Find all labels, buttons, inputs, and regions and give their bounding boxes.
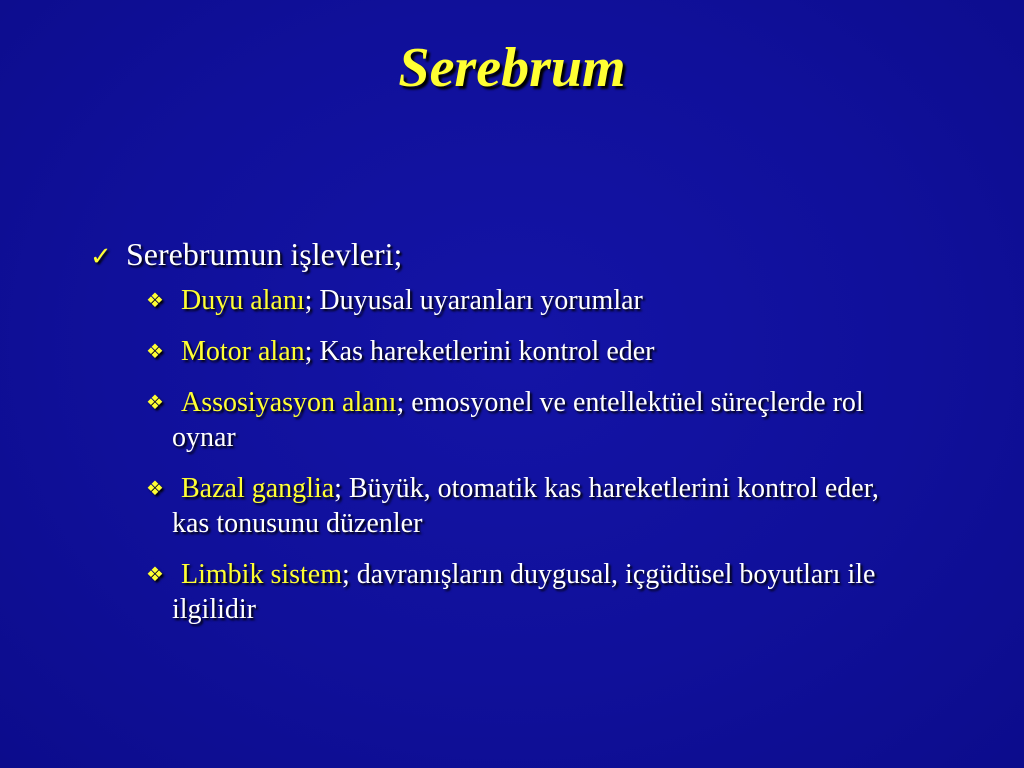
bullet-term: Motor alan bbox=[181, 336, 305, 367]
slide-title: Serebrum bbox=[398, 37, 626, 99]
sub-bullet-list bbox=[90, 283, 890, 627]
bullet-desc: ; davranışların duygusal, içgüdüsel boyutları ile ilgilidir bbox=[172, 559, 876, 625]
bullet-term: Duyu alanı bbox=[181, 285, 305, 316]
diamond-bullet-icon: ❖ bbox=[146, 390, 164, 414]
list-item bbox=[146, 471, 890, 541]
diamond-bullet-icon: ❖ bbox=[146, 339, 164, 363]
check-icon: ✓ bbox=[90, 242, 112, 272]
main-bullet-text: Serebrumun işlevleri; bbox=[126, 236, 403, 272]
bullet-desc: ; Kas hareketlerini kontrol eder bbox=[304, 336, 655, 367]
list-item bbox=[146, 334, 890, 369]
list-item bbox=[146, 283, 890, 318]
bullet-term: Limbik sistem bbox=[181, 559, 342, 590]
bullet-desc: ; Büyük, otomatik kas hareketlerini kontrol eder, kas tonusunu düzenler bbox=[172, 473, 879, 539]
bullet-desc: ; emosyonel ve entellektüel süreçlerde rol oynar bbox=[172, 387, 864, 453]
list-item bbox=[146, 385, 890, 455]
bullet-term: Bazal ganglia bbox=[181, 473, 335, 504]
diamond-bullet-icon: ❖ bbox=[146, 562, 164, 586]
bullet-term: Assosiyasyon alanı bbox=[181, 387, 397, 418]
slide-content bbox=[90, 232, 890, 643]
main-bullet bbox=[90, 232, 890, 279]
list-item bbox=[146, 557, 890, 627]
diamond-bullet-icon: ❖ bbox=[146, 288, 164, 312]
diamond-bullet-icon: ❖ bbox=[146, 476, 164, 500]
bullet-desc: ; Duyusal uyaranları yorumlar bbox=[304, 285, 643, 316]
